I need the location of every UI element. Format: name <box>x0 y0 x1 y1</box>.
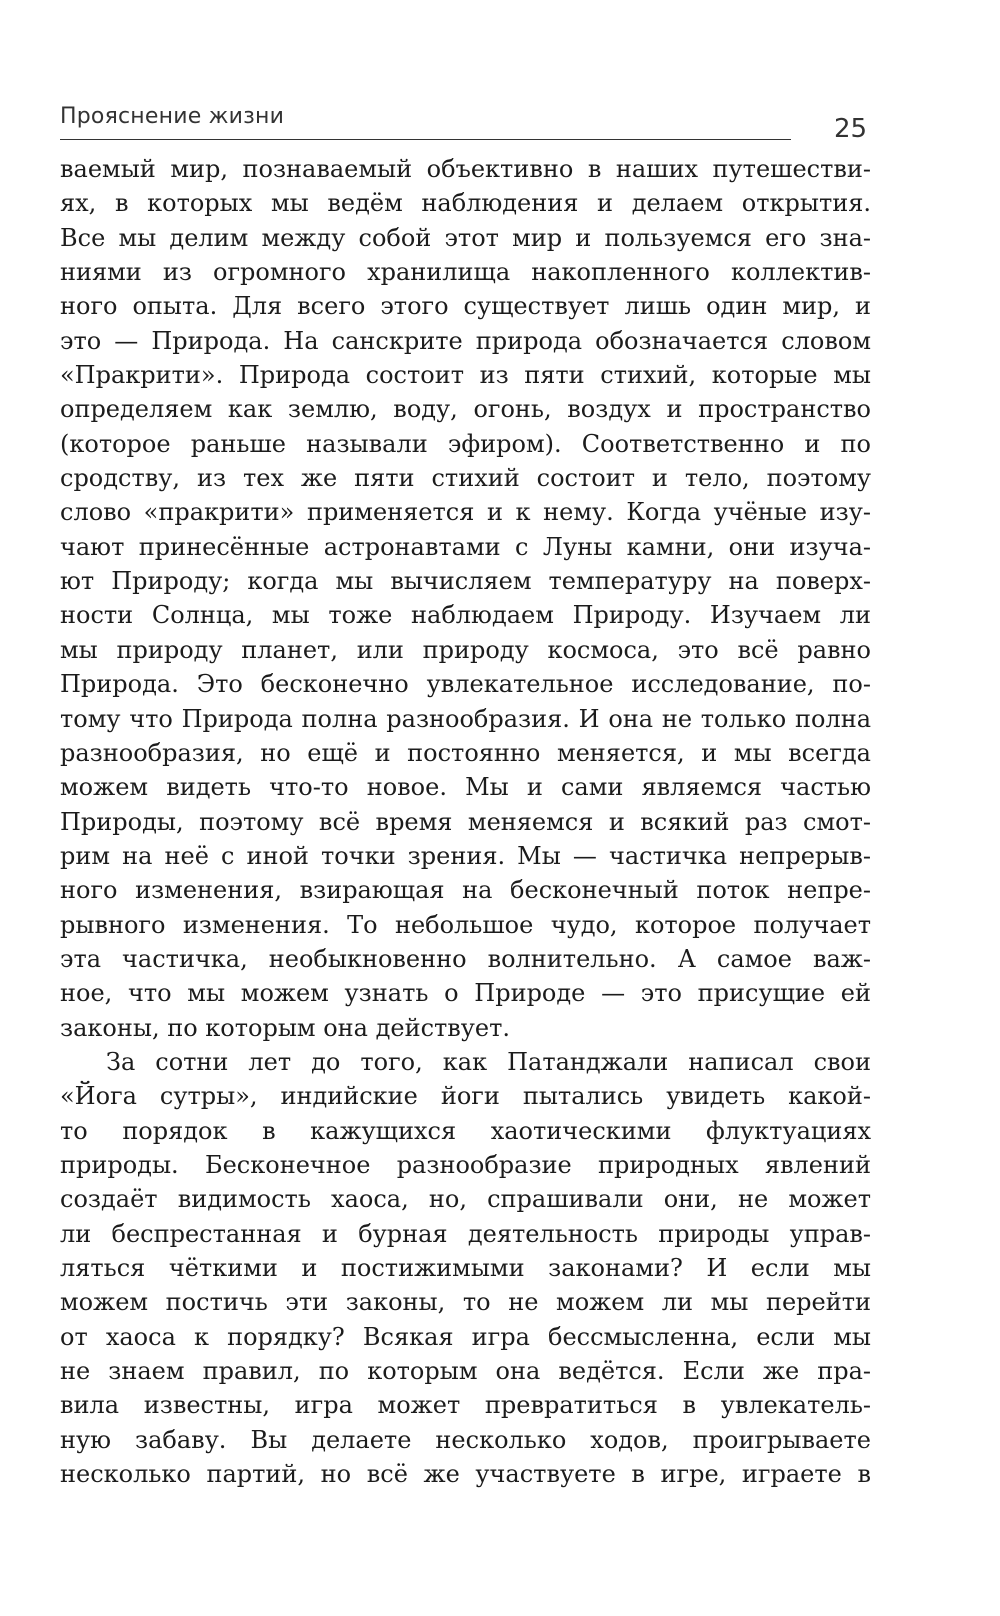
text-line: можем видеть что-то новое. Мы и сами являемся частью <box>60 773 871 802</box>
text-line: создаёт видимость хаоса, но, спрашивали они, не может <box>60 1185 871 1214</box>
text-line: Все мы делим между собой этот мир и пользуемся его зна- <box>60 223 871 252</box>
text-line: разнообразия, но ещё и постоянно меняется, и мы всегда <box>60 738 871 767</box>
body-text <box>60 152 871 1491</box>
text-line: (которое раньше называли эфиром). Соответственно и по <box>60 429 871 458</box>
text-line: Природы, поэтому всё время меняемся и всякий раз смот- <box>60 807 871 836</box>
page-number: 25 <box>834 114 868 144</box>
text-line: ваемый мир, познаваемый объективно в наших путешестви- <box>60 155 871 183</box>
text-line: «Йога сутры», индийские йоги пытались увидеть какой- <box>60 1082 871 1111</box>
text-line: ности Солнца, мы тоже наблюдаем Природу. Изучаем ли <box>60 601 871 630</box>
text-line: от хаоса к порядку? Всякая игра бессмысленна, если мы <box>60 1322 871 1351</box>
text-line: ное, что мы можем узнать о Природе — это присущие ей <box>60 979 871 1008</box>
text-line: несколько партий, но всё же участвуете в игре, играете в <box>60 1460 871 1489</box>
text-line: ного опыта. Для всего этого существует лишь один мир, и <box>60 292 871 321</box>
text-line: «Пракрити». Природа состоит из пяти стихий, которые мы <box>60 361 871 390</box>
text-line: рим на неё с иной точки зрения. Мы — частичка непрерыв- <box>60 841 871 870</box>
text-line: ную забаву. Вы делаете несколько ходов, проигрываете <box>60 1425 871 1454</box>
paragraph <box>60 1045 871 1491</box>
paragraph <box>60 152 871 1045</box>
text-line: ли беспрестанная и бурная деятельность природы управ- <box>60 1219 871 1248</box>
text-line: ного изменения, взирающая на бесконечный поток непре- <box>60 876 871 905</box>
text-line: можем постичь эти законы, то не можем ли мы перейти <box>60 1288 871 1317</box>
text-line: мы природу планет, или природу космоса, это всё равно <box>60 635 871 664</box>
text-line: За сотни лет до того, как Патанджали написал свои <box>106 1047 871 1076</box>
text-line: то порядок в кажущихся хаотическими флуктуациях <box>60 1116 871 1145</box>
text-line: ют Природу; когда мы вычисляем температуру на поверх- <box>60 567 871 596</box>
text-line: определяем как землю, воду, огонь, воздух и пространство <box>60 395 871 424</box>
text-line: ниями из огромного хранилища накопленного коллектив- <box>60 258 871 287</box>
text-line: тому что Природа полна разнообразия. И она не только полна <box>60 704 871 733</box>
text-line: не знаем правил, по которым она ведётся. Если же пра- <box>60 1357 871 1386</box>
text-line: Природа. Это бесконечно увлекательное исследование, по- <box>60 670 871 699</box>
text-line: слово «пракрити» применяется и к нему. Когда учёные изу- <box>60 498 871 527</box>
text-line: ляться чёткими и постижимыми законами? И если мы <box>60 1254 871 1282</box>
text-line: природы. Бесконечное разнообразие природных явлений <box>60 1150 871 1179</box>
text-line: законы, по которым она действует. <box>60 1013 511 1042</box>
text-line: эта частичка, необыкновенно волнительно. А самое важ- <box>60 944 871 973</box>
text-line: ях, в которых мы ведём наблюдения и делаем открытия. <box>60 189 871 218</box>
text-line: рывного изменения. То небольшое чудо, которое получает <box>60 910 871 939</box>
text-line: чают принесённые астронавтами с Луны камни, они изуча- <box>60 532 871 561</box>
text-line: это — Природа. На санскрите природа обозначается словом <box>60 326 871 355</box>
text-line: сродству, из тех же пяти стихий состоит и тело, поэтому <box>60 464 871 493</box>
header-rule <box>60 139 791 140</box>
text-line: вила известны, игра может превратиться в увлекатель- <box>60 1391 871 1420</box>
running-title: Прояснение жизни <box>60 104 285 129</box>
